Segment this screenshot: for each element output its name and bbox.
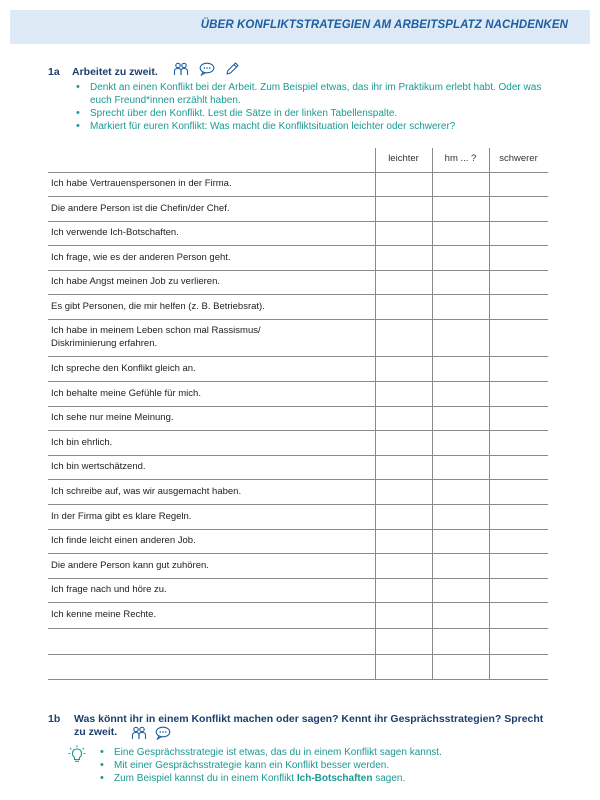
task-1b-number: 1b [48, 713, 61, 725]
table-divider [489, 148, 490, 680]
task-1a-bullet: • Sprecht über den Konflikt. Lest die Sätze in der linken Tabellenspalte. [74, 107, 544, 120]
table-row-line [48, 319, 548, 320]
table-divider [375, 148, 376, 680]
table-row-text: Ich habe in meinem Leben schon mal Rassismus/ Diskriminierung erfahren. [51, 325, 261, 349]
table-row-line [48, 196, 548, 197]
table-row-line [48, 654, 548, 655]
pair-work-icon [173, 62, 189, 76]
speech-bubble-icon [155, 726, 171, 740]
table-row-line [48, 529, 548, 530]
column-header-leichter: leichter [388, 153, 419, 164]
task-1b-bullet: • Mit einer Gesprächsstrategie kann ein Konflikt besser werden. [98, 759, 558, 772]
table-row-line [48, 406, 548, 407]
table-row-text: Es gibt Personen, die mir helfen (z. B. Betriebsrat). [51, 301, 265, 312]
lightbulb-tip-icon [68, 745, 86, 765]
table-row-line [48, 172, 548, 173]
bullet-bold-term: Ich-Botschaften [296, 773, 373, 784]
table-row-line [48, 628, 548, 629]
table-row-line [48, 578, 548, 579]
speech-bubble-icon [199, 62, 215, 76]
bullet-text: Zum Beispiel kannst du in einem Konflikt [114, 773, 297, 784]
table-row-text: Ich kenne meine Rechte. [51, 609, 157, 620]
table-row-line [48, 294, 548, 295]
table-row-text: Ich bin ehrlich. [51, 437, 113, 448]
table-row-line [48, 430, 548, 431]
task-1a-title: Arbeitet zu zweit. [72, 66, 158, 78]
table-row-text: In der Firma gibt es klare Regeln. [51, 511, 192, 522]
task-1b-bullet [98, 772, 558, 785]
table-row-text: Ich spreche den Konflikt gleich an. [51, 363, 196, 374]
task-1b-title: Was könnt ihr in einem Konflikt machen oder sagen? Kennt ihr Gesprächsstrategien? Sprecht zu zweit. [74, 713, 544, 738]
table-row-line [48, 602, 548, 603]
table-row-text: Ich finde leicht einen anderen Job. [51, 535, 196, 546]
table-row-text: Ich behalte meine Gefühle für mich. [51, 388, 201, 399]
table-row-text: Ich frage nach und höre zu. [51, 584, 167, 595]
table-row-text: Die andere Person ist die Chefin/der Chef. [51, 203, 230, 214]
bullet-text: sagen. [372, 773, 406, 784]
table-row-line [48, 553, 548, 554]
table-row-text: Ich habe Vertrauenspersonen in der Firma. [51, 178, 232, 189]
task-1a-number: 1a [48, 66, 60, 78]
table-row-line [48, 455, 548, 456]
table-row-text: Ich bin wertschätzend. [51, 461, 146, 472]
page-title: ÜBER KONFLIKTSTRATEGIEN AM ARBEITSPLATZ NACHDENKEN [200, 19, 568, 31]
task-1a-bullet: • Markiert für euren Konflikt: Was macht die Konfliktsituation leichter oder schwerer? [74, 120, 544, 133]
table-row-line [48, 504, 548, 505]
table-row-text: Ich sehe nur meine Meinung. [51, 412, 174, 423]
task-1a-bullet: • Denkt an einen Konflikt bei der Arbeit. Zum Beispiel etwas, das ihr im Praktikum erlebt habt. Oder was euch Freund*innen erzählt haben. [74, 81, 544, 107]
table-row-line [48, 479, 548, 480]
column-header-hm: hm ... ? [444, 153, 477, 164]
table-row-text: Ich verwende Ich-Botschaften. [51, 227, 179, 238]
table-row-line [48, 245, 548, 246]
table-row-line [48, 221, 548, 222]
table-row-line [48, 270, 548, 271]
pair-work-icon [131, 726, 147, 740]
table-row-text: Ich schreibe auf, was wir ausgemacht haben. [51, 486, 242, 497]
table-row-line [48, 356, 548, 357]
task-1a-bullets [74, 81, 544, 133]
table-row-line [48, 679, 548, 680]
table-row-text: Die andere Person kann gut zuhören. [51, 560, 209, 571]
table-row-line [48, 381, 548, 382]
table-divider [432, 148, 433, 680]
header-band [10, 10, 590, 44]
task-1b-bullets [98, 746, 558, 785]
pencil-icon [225, 61, 240, 76]
task-1b-bullet: • Eine Gesprächsstrategie ist etwas, das du in einem Konflikt sagen kannst. [98, 746, 558, 759]
column-header-schwerer: schwerer [499, 153, 538, 164]
table-row-text: Ich habe Angst meinen Job zu verlieren. [51, 276, 220, 287]
table-row-text: Ich frage, wie es der anderen Person geht. [51, 252, 231, 263]
